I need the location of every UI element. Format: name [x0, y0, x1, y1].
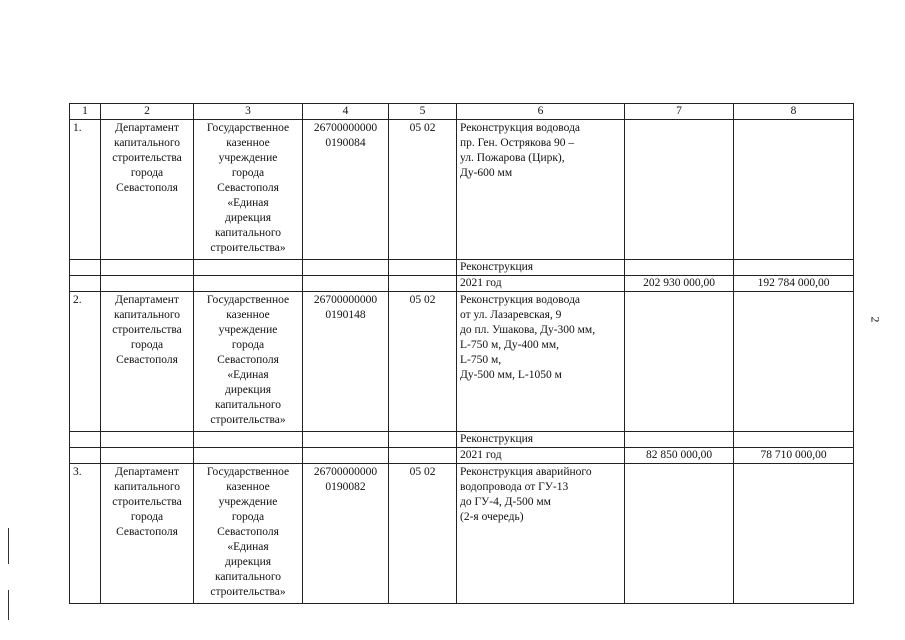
description-cell: Реконструкция водовода от ул. Лазаревская, 9 до пл. Ушакова, Ду-300 мм, L-750 м, Ду-400 мм, L-750 м, Ду-500 мм, L-1050 м — [457, 292, 625, 432]
code-cell: 26700000000 0190082 — [303, 464, 389, 604]
amount-cell-8 — [734, 292, 854, 432]
type-row — [70, 432, 854, 448]
scan-margin-mark — [8, 528, 9, 564]
empty-cell — [303, 432, 389, 448]
empty-cell — [389, 260, 457, 276]
table-row — [70, 464, 854, 604]
section-cell: 05 02 — [389, 120, 457, 260]
year-row — [70, 276, 854, 292]
type-row — [70, 260, 854, 276]
department-cell: Департамент капитального строительства города Севастополя — [101, 292, 194, 432]
institution-cell: Государственное казенное учреждение города Севастополя «Единая дирекция капитального строительства» — [194, 292, 303, 432]
table-row — [70, 120, 854, 260]
empty-cell — [194, 276, 303, 292]
description-cell: Реконструкция водовода пр. Ген. Острякова 90 – ул. Пожарова (Цирк), Ду-600 мм — [457, 120, 625, 260]
empty-cell — [101, 260, 194, 276]
year-label: 2021 год — [457, 448, 625, 464]
institution-cell: Государственное казенное учреждение города Севастополя «Единая дирекция капитального строительства» — [194, 120, 303, 260]
description-cell: Реконструкция аварийного водопровода от ГУ-13 до ГУ-4, Д-500 мм (2-я очередь) — [457, 464, 625, 604]
amount-cell-7 — [625, 120, 734, 260]
empty-cell — [303, 260, 389, 276]
header-row — [70, 104, 854, 120]
section-cell: 05 02 — [389, 292, 457, 432]
year-row — [70, 448, 854, 464]
type-label: Реконструкция — [457, 260, 625, 276]
amount-cell-8 — [734, 464, 854, 604]
empty-cell — [389, 448, 457, 464]
header-cell-1: 1 — [70, 104, 101, 120]
header-cell-8: 8 — [734, 104, 854, 120]
type-label: Реконструкция — [457, 432, 625, 448]
amount-cell-7 — [625, 464, 734, 604]
empty-cell — [194, 432, 303, 448]
scan-margin-mark — [8, 590, 9, 620]
empty-cell — [194, 260, 303, 276]
amount-value-8: 78 710 000,00 — [734, 448, 854, 464]
amount-value-7: 82 850 000,00 — [625, 448, 734, 464]
empty-cell — [101, 432, 194, 448]
header-cell-7: 7 — [625, 104, 734, 120]
header-cell-2: 2 — [101, 104, 194, 120]
amount-value-7: 202 930 000,00 — [625, 276, 734, 292]
empty-cell — [303, 276, 389, 292]
row-number: 1. — [70, 120, 101, 260]
header-cell-4: 4 — [303, 104, 389, 120]
department-cell: Департамент капитального строительства города Севастополя — [101, 464, 194, 604]
table-row — [70, 292, 854, 432]
empty-cell — [101, 448, 194, 464]
empty-cell — [734, 260, 854, 276]
empty-cell — [734, 432, 854, 448]
page-number: 2 — [868, 316, 883, 323]
empty-cell — [70, 448, 101, 464]
empty-cell — [389, 432, 457, 448]
empty-cell — [625, 432, 734, 448]
code-cell: 26700000000 0190148 — [303, 292, 389, 432]
budget-table — [69, 103, 854, 604]
empty-cell — [70, 260, 101, 276]
amount-cell-8 — [734, 120, 854, 260]
empty-cell — [101, 276, 194, 292]
institution-cell: Государственное казенное учреждение города Севастополя «Единая дирекция капитального строительства» — [194, 464, 303, 604]
empty-cell — [625, 260, 734, 276]
section-cell: 05 02 — [389, 464, 457, 604]
amount-value-8: 192 784 000,00 — [734, 276, 854, 292]
empty-cell — [389, 276, 457, 292]
empty-cell — [194, 448, 303, 464]
year-label: 2021 год — [457, 276, 625, 292]
header-cell-5: 5 — [389, 104, 457, 120]
header-cell-3: 3 — [194, 104, 303, 120]
department-cell: Департамент капитального строительства города Севастополя — [101, 120, 194, 260]
row-number: 3. — [70, 464, 101, 604]
empty-cell — [303, 448, 389, 464]
row-number: 2. — [70, 292, 101, 432]
code-cell: 26700000000 0190084 — [303, 120, 389, 260]
empty-cell — [70, 432, 101, 448]
amount-cell-7 — [625, 292, 734, 432]
header-cell-6: 6 — [457, 104, 625, 120]
empty-cell — [70, 276, 101, 292]
